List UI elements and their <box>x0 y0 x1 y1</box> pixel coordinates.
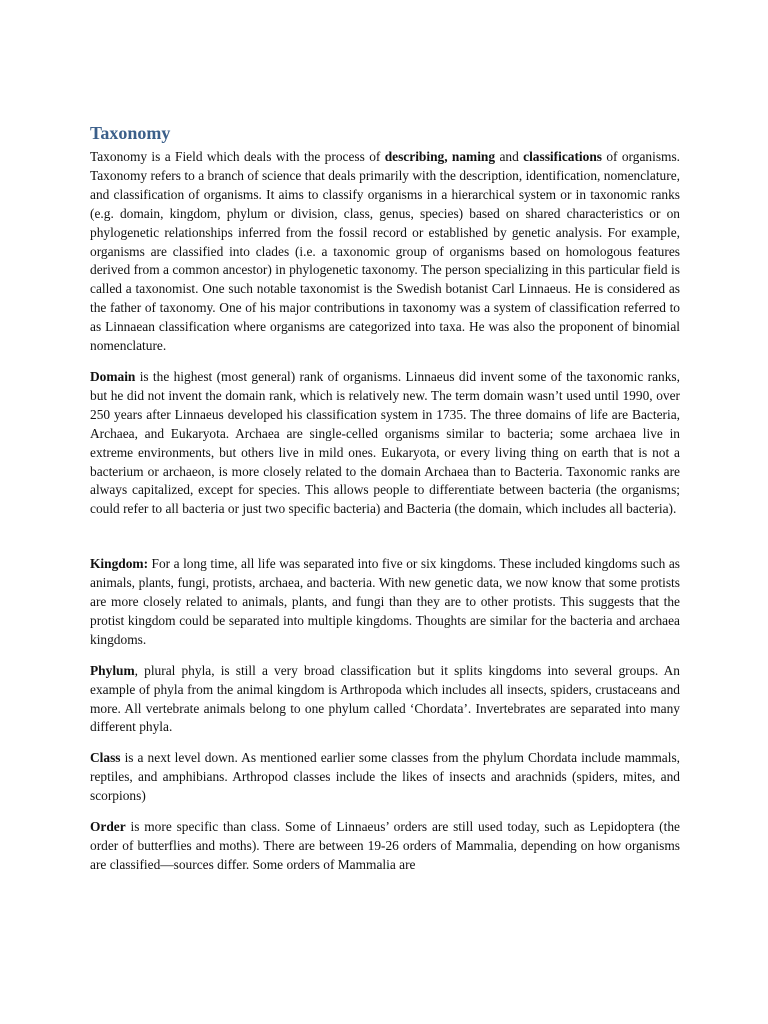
domain-text: is the highest (most general) rank of organisms. Linnaeus did invent some of the taxonomic ranks, but he did not invent the domain rank, which is relatively new. The term domain wasn’t used until 1990, over 250 years after Linnaeus developed his classification system in 1735. The three domains of life are Bacteria, Archaea, and Eukaryota. Archaea are single-celled organisms similar to bacteria; some archaea live in extreme environments, but others live in mild ones. Eukaryota, or every living thing on earth that is not a bacterium or archaeon, is more closely related to the domain Archaea than to Bacteria. Taxonomic ranks are always capitalized, except for species. This allows people to differentiate between bacteria (the organisms; could refer to all bacteria or just two specific bacteria) and Bacteria (the domain, which includes all bacteria). <box>90 368 680 517</box>
phylum-paragraph <box>90 662 680 738</box>
order-term: Order <box>90 819 126 835</box>
order-paragraph <box>90 818 680 875</box>
spacer <box>90 531 680 555</box>
intro-text-d: of organisms. Taxonomy refers to a branch of science that deals primarily with the description, identification, nomenclature, and classification of organisms. It aims to classify organisms in a hierarchical system or in taxonomic ranks (e.g. domain, kingdom, phylum or division, class, genus, species) based on shared characteristics or on phylogenetic relationships inferred from the fossil record or established by genetic analysis. For example, organisms are classified into clades (i.e. a taxonomic group of organisms based on homologous features derived from a common ancestor) in phylogenetic taxonomy. The person specializing in this particular field is called a taxonomist. One such notable taxonomist is the Swedish botanist Carl Linnaeus. He is considered as the father of taxonomy. One of his major contributions in taxonomy was a system of classification referred to as Linnaean classification where organisms are categorized into taxa. He was also the proponent of binomial nomenclature. <box>90 149 681 354</box>
order-text: is more specific than class. Some of Linnaeus’ orders are still used today, such as Lepidoptera (the order of butterflies and moths). There are between 19-26 orders of Mammalia, depending on how organisms are classified—sources differ. Some orders of Mammalia are <box>90 819 680 872</box>
intro-text-c: and <box>495 149 524 164</box>
intro-bold-classifications: classifications <box>523 149 602 164</box>
intro-paragraph <box>90 148 680 356</box>
intro-text-a: Taxonomy is a Field which deals with the process of <box>90 149 385 164</box>
kingdom-term: Kingdom: <box>90 556 149 572</box>
document-page <box>90 122 680 887</box>
kingdom-paragraph <box>90 555 680 650</box>
page-title: Taxonomy <box>90 123 171 143</box>
domain-paragraph <box>90 368 680 519</box>
kingdom-text: For a long time, all life was separated into five or six kingdoms. These included kingdoms such as animals, plants, fungi, protists, archaea, and bacteria. With new genetic data, we now know that some protists are more closely related to animals, plants, and fungi than they are to other protists. This suggests that the protist kingdom could be separated into multiple kingdoms. Thoughts are similar for the bacteria and archaea kingdoms. <box>90 556 680 647</box>
domain-term: Domain <box>90 368 136 384</box>
class-text: is a next level down. As mentioned earlier some classes from the phylum Chordata include mammals, reptiles, and amphibians. Arthropod classes include the likes of insects and arachnids (spiders, mites, and scorpions) <box>90 750 680 804</box>
class-paragraph <box>90 749 680 806</box>
phylum-text: , plural phyla, is still a very broad classification but it splits kingdoms into several groups. An example of phyla from the animal kingdom is Arthropoda which includes all insects, spiders, crustaceans and more. All vertebrate animals belong to one phylum called ‘Chordata’. Invertebrates are separated into many different phyla. <box>90 662 680 735</box>
phylum-term: Phylum <box>90 662 135 678</box>
intro-bold-describing-naming: describing, naming <box>384 149 496 164</box>
class-term: Class <box>90 750 121 766</box>
